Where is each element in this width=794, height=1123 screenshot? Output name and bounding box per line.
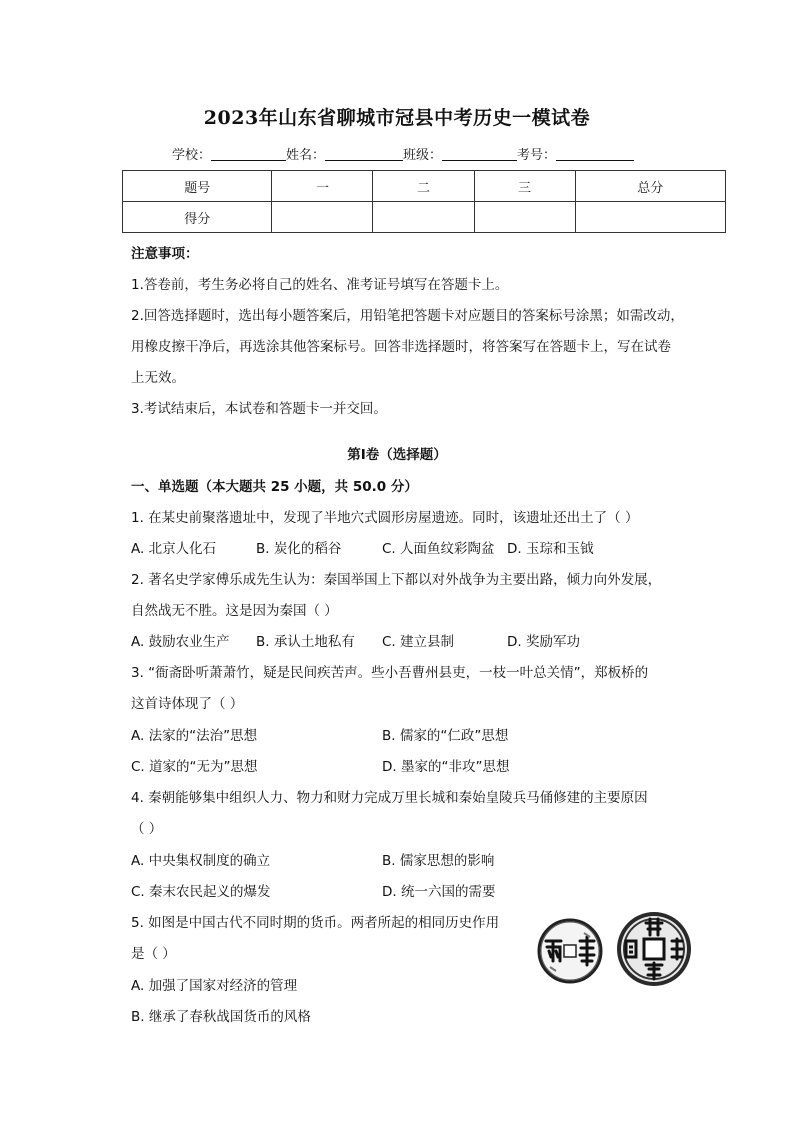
score-table [122,170,726,233]
note-item: 3.考试结束后，本试卷和答题卡一并交回。 [131,401,387,417]
question-stem: 4. 秦朝能够集中组织人力、物力和财力完成万里长城和秦始皇陵兵马俑修建的主要原因 [131,790,648,806]
question-stem: 3. “衙斋卧听萧萧竹，疑是民间疾苦声。些小吾曹州县吏，一枝一叶总关情”，郑板桥的 [131,665,649,681]
option-a[interactable]: A. 中央集权制度的确立 [131,853,271,869]
score-table-header-row [123,171,726,202]
question-stem: 是（ ） [131,946,176,962]
score-cell[interactable] [474,202,575,233]
option-b[interactable]: B. 儒家的“仁政”思想 [382,728,509,744]
question-stem: 5. 如图是中国古代不同时期的货币。两者所起的相同历史作用 [131,915,500,931]
student-info-line [172,144,634,163]
score-table-header-cell: 二 [373,171,474,202]
question-stem: 1. 在某史前聚落遗址中，发现了半地穴式圆形房屋遗迹。同时，该遗址还出土了（ ） [131,510,639,526]
question-stem: 这首诗体现了（ ） [131,696,244,712]
note-item: 1.答卷前，考生务必将自己的姓名、准考证号填写在答题卡上。 [131,277,509,293]
score-cell[interactable] [272,202,373,233]
question-stem: 自然战无不胜。这是因为秦国（ ） [131,603,338,619]
question-stem: 2. 著名史学家傅乐成先生认为：秦国举国上下都以对外战争为主要出路，倾力向外发展， [131,572,662,588]
option-d[interactable]: D. 玉琮和玉钺 [507,541,594,557]
option-a[interactable]: A. 鼓励农业生产 [131,634,230,650]
option-c[interactable]: C. 道家的“无为”思想 [131,759,258,775]
kaiyuan-tongbao-coin-icon [614,909,694,989]
exam-no-label: 考号： [517,148,557,163]
notes-heading: 注意事项： [131,246,199,262]
score-cell[interactable] [575,202,725,233]
score-row-label: 得分 [123,202,272,233]
option-c[interactable]: C. 建立县制 [382,634,455,650]
class-label: 班级： [403,148,443,163]
page-title: 2023年山东省聊城市冠县中考历史一模试卷 [203,107,591,129]
score-table-header-cell: 题号 [123,171,272,202]
school-label: 学校： [172,148,212,163]
name-blank[interactable] [325,146,403,161]
score-cell[interactable] [373,202,474,233]
score-table-header-cell: 一 [272,171,373,202]
option-a[interactable]: A. 法家的“法治”思想 [131,728,258,744]
option-a[interactable]: A. 北京人化石 [131,541,217,557]
ban-liang-coin-icon [534,915,606,987]
score-table-score-row [123,202,726,233]
option-b[interactable]: B. 继承了春秋战国货币的风格 [131,1009,311,1025]
part-title: 第I卷（选择题） [347,447,447,463]
score-table-header-cell: 三 [474,171,575,202]
note-item: 2.回答选择题时，选出每小题答案后，用铅笔把答题卡对应题目的答案标号涂黑；如需改动， [131,308,684,324]
option-c[interactable]: C. 秦末农民起义的爆发 [131,884,271,900]
class-blank[interactable] [442,146,517,161]
option-c[interactable]: C. 人面鱼纹彩陶盆 [382,541,495,557]
option-b[interactable]: B. 儒家思想的影响 [382,853,495,869]
option-d[interactable]: D. 奖励军功 [507,634,580,650]
note-item: 用橡皮擦干净后，再选涂其他答案标号。回答非选择题时，将答案写在答题卡上，写在试卷 [131,339,671,355]
score-table-header-cell: 总分 [575,171,725,202]
option-b[interactable]: B. 承认土地私有 [256,634,355,650]
option-b[interactable]: B. 炭化的稻谷 [256,541,342,557]
question-stem: （ ） [131,821,163,837]
option-d[interactable]: D. 统一六国的需要 [382,884,496,900]
school-blank[interactable] [211,146,286,161]
option-d[interactable]: D. 墨家的“非攻”思想 [382,759,510,775]
option-a[interactable]: A. 加强了国家对经济的管理 [131,978,298,994]
exam-no-blank[interactable] [556,146,634,161]
note-item: 上无效。 [131,370,185,386]
section-title: 一、单选题（本大题共 25 小题，共 50.0 分） [131,479,418,495]
name-label: 姓名： [286,148,326,163]
